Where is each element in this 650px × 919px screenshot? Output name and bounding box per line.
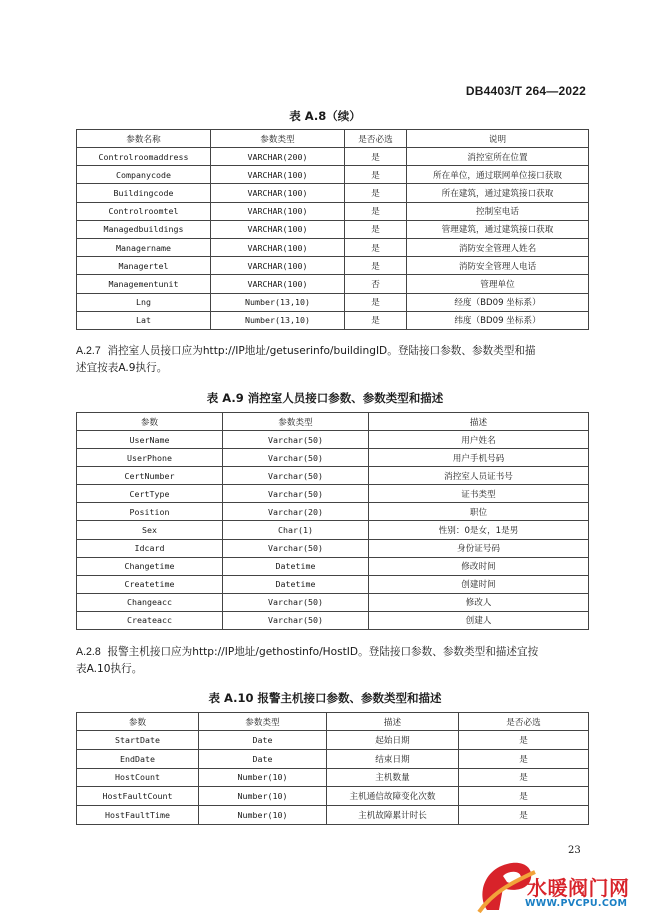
table-a10-row [77, 749, 589, 768]
table-cell: 是 [345, 184, 407, 202]
table-cell: Number(13,10) [211, 293, 345, 311]
table-a8-header-cell: 说明 [407, 130, 589, 148]
table-cell: Varchar(50) [223, 593, 369, 611]
table-a8-row [77, 148, 589, 166]
table-cell: HostCount [77, 768, 199, 787]
table-cell: VARCHAR(100) [211, 166, 345, 184]
table-cell: HostFaultTime [77, 806, 199, 825]
table-a8-header-cell: 参数名称 [77, 130, 211, 148]
table-a9-row [77, 485, 589, 503]
table-cell: VARCHAR(100) [211, 238, 345, 256]
table-cell: Number(10) [199, 806, 327, 825]
table-cell: Datetime [223, 557, 369, 575]
table-a9-row [77, 431, 589, 449]
table-cell: 消控室人员证书号 [369, 467, 589, 485]
table-cell: Varchar(50) [223, 611, 369, 629]
table-a8-header-cell: 是否必选 [345, 130, 407, 148]
table-a9-row [77, 467, 589, 485]
table-cell: 性别：0是女，1是男 [369, 521, 589, 539]
table-a9-header-cell: 描述 [369, 413, 589, 431]
table-a8-row [77, 257, 589, 275]
table-cell: Managementunit [77, 275, 211, 293]
table-a10-row [77, 731, 589, 750]
table-cell: Managertel [77, 257, 211, 275]
table-cell: 是 [459, 806, 589, 825]
table-a9 [76, 412, 589, 630]
table-a9-header-cell: 参数类型 [223, 413, 369, 431]
table-a9-row [77, 503, 589, 521]
table-a8-row [77, 293, 589, 311]
table-a9-caption: 表 A.9 消控室人员接口参数、参数类型和描述 [206, 391, 444, 405]
table-cell: HostFaultCount [77, 787, 199, 806]
table-a9-row [77, 521, 589, 539]
table-cell: Datetime [223, 575, 369, 593]
table-cell: Managername [77, 238, 211, 256]
table-cell: 经度（BD09 坐标系） [407, 293, 589, 311]
table-a10-row [77, 787, 589, 806]
table-cell: 管理建筑，通过建筑接口获取 [407, 220, 589, 238]
table-cell: Sex [77, 521, 223, 539]
table-cell: 是 [459, 749, 589, 768]
table-a10-header-cell: 参数类型 [199, 713, 327, 731]
table-a9-header-cell: 参数 [77, 413, 223, 431]
table-a9-row [77, 575, 589, 593]
table-cell: 消防安全管理人姓名 [407, 238, 589, 256]
section-a28-line2: 表A.10执行。 [76, 663, 143, 675]
table-cell: Number(10) [199, 787, 327, 806]
table-cell: 控制室电话 [407, 202, 589, 220]
table-a10-header-cell: 是否必选 [459, 713, 589, 731]
section-a28 [76, 644, 596, 678]
table-cell: VARCHAR(200) [211, 148, 345, 166]
table-cell: 是 [459, 768, 589, 787]
table-a8-caption: 表 A.8（续） [289, 109, 361, 123]
table-cell: 主机数量 [327, 768, 459, 787]
table-cell: Varchar(50) [223, 467, 369, 485]
table-a8-header-cell: 参数类型 [211, 130, 345, 148]
table-a10-caption: 表 A.10 报警主机接口参数、参数类型和描述 [208, 691, 442, 705]
table-cell: 是 [345, 166, 407, 184]
section-a27-line2: 述宜按表A.9执行。 [76, 362, 168, 374]
table-cell: Companycode [77, 166, 211, 184]
table-cell: Number(10) [199, 768, 327, 787]
table-a9-row [77, 539, 589, 557]
table-cell: 所在单位，通过联网单位接口获取 [407, 166, 589, 184]
table-a8-row [77, 311, 589, 329]
table-cell: 消控室所在位置 [407, 148, 589, 166]
table-cell: Char(1) [223, 521, 369, 539]
section-a27-line1: 消控室人员接口应为http://IP地址/getuserinfo/buildingID。登陆接口参数、参数类型和描 [107, 345, 536, 357]
table-a9-row [77, 593, 589, 611]
table-cell: Varchar(50) [223, 449, 369, 467]
table-cell: 结束日期 [327, 749, 459, 768]
table-cell: 用户姓名 [369, 431, 589, 449]
table-cell: 是 [345, 238, 407, 256]
page-number: 23 [568, 845, 581, 856]
table-cell: 是 [345, 311, 407, 329]
table-cell: Controlroomaddress [77, 148, 211, 166]
section-a27 [76, 343, 596, 377]
table-a8 [76, 129, 589, 330]
table-cell: 修改人 [369, 593, 589, 611]
table-cell: Lat [77, 311, 211, 329]
table-cell: 修改时间 [369, 557, 589, 575]
table-cell: EndDate [77, 749, 199, 768]
table-cell: Varchar(50) [223, 539, 369, 557]
table-cell: 主机故障累计时长 [327, 806, 459, 825]
table-cell: 是 [459, 731, 589, 750]
table-cell: 主机通信故障变化次数 [327, 787, 459, 806]
table-cell: 否 [345, 275, 407, 293]
table-cell: UserPhone [77, 449, 223, 467]
table-a10 [76, 712, 589, 825]
table-a10-header-cell: 参数 [77, 713, 199, 731]
table-cell: VARCHAR(100) [211, 202, 345, 220]
table-a8-row [77, 184, 589, 202]
table-a8-row [77, 238, 589, 256]
table-a9-row [77, 449, 589, 467]
table-cell: Varchar(50) [223, 485, 369, 503]
table-cell: UserName [77, 431, 223, 449]
table-cell: 创建人 [369, 611, 589, 629]
table-cell: 是 [345, 293, 407, 311]
table-cell: 职位 [369, 503, 589, 521]
table-cell: 证书类型 [369, 485, 589, 503]
table-a10-row [77, 768, 589, 787]
table-cell: Position [77, 503, 223, 521]
table-cell: 是 [345, 148, 407, 166]
table-cell: VARCHAR(100) [211, 257, 345, 275]
table-cell: Number(13,10) [211, 311, 345, 329]
table-a8-row [77, 166, 589, 184]
table-cell: VARCHAR(100) [211, 184, 345, 202]
table-cell: Varchar(50) [223, 431, 369, 449]
table-cell: Lng [77, 293, 211, 311]
section-a27-number: A.2.7 [76, 345, 101, 357]
table-cell: Date [199, 731, 327, 750]
document-code: DB4403/T 264—2022 [465, 84, 586, 98]
watermark-name: 水暖阀门网 [527, 876, 630, 900]
table-cell: 创建时间 [369, 575, 589, 593]
table-cell: Createtime [77, 575, 223, 593]
table-a10-row [77, 806, 589, 825]
table-a9-row [77, 611, 589, 629]
table-a9-row [77, 557, 589, 575]
table-a8-row [77, 202, 589, 220]
table-cell: 所在建筑，通过建筑接口获取 [407, 184, 589, 202]
section-a28-number: A.2.8 [76, 646, 101, 658]
table-cell: Managedbuildings [77, 220, 211, 238]
table-a8-row [77, 220, 589, 238]
table-cell: 身份证号码 [369, 539, 589, 557]
table-cell: VARCHAR(100) [211, 275, 345, 293]
table-cell: 是 [459, 787, 589, 806]
table-cell: 是 [345, 257, 407, 275]
table-cell: Changeacc [77, 593, 223, 611]
table-cell: StartDate [77, 731, 199, 750]
watermark-url: WWW.PVCPU.COM [525, 898, 628, 909]
table-cell: Createacc [77, 611, 223, 629]
table-cell: 是 [345, 202, 407, 220]
table-a10-header-cell: 描述 [327, 713, 459, 731]
table-cell: 起始日期 [327, 731, 459, 750]
table-cell: Buildingcode [77, 184, 211, 202]
table-cell: 消防安全管理人电话 [407, 257, 589, 275]
table-cell: 是 [345, 220, 407, 238]
section-a28-line1: 报警主机接口应为http://IP地址/gethostinfo/HostID。登陆接口参数、参数类型和描述宜按 [107, 646, 539, 658]
table-a8-row [77, 275, 589, 293]
table-cell: Idcard [77, 539, 223, 557]
table-cell: VARCHAR(100) [211, 220, 345, 238]
table-cell: 管理单位 [407, 275, 589, 293]
table-cell: 用户手机号码 [369, 449, 589, 467]
table-cell: Changetime [77, 557, 223, 575]
table-cell: 纬度（BD09 坐标系） [407, 311, 589, 329]
table-cell: CertType [77, 485, 223, 503]
table-cell: Controlroomtel [77, 202, 211, 220]
table-cell: Date [199, 749, 327, 768]
table-cell: CertNumber [77, 467, 223, 485]
table-cell: Varchar(20) [223, 503, 369, 521]
